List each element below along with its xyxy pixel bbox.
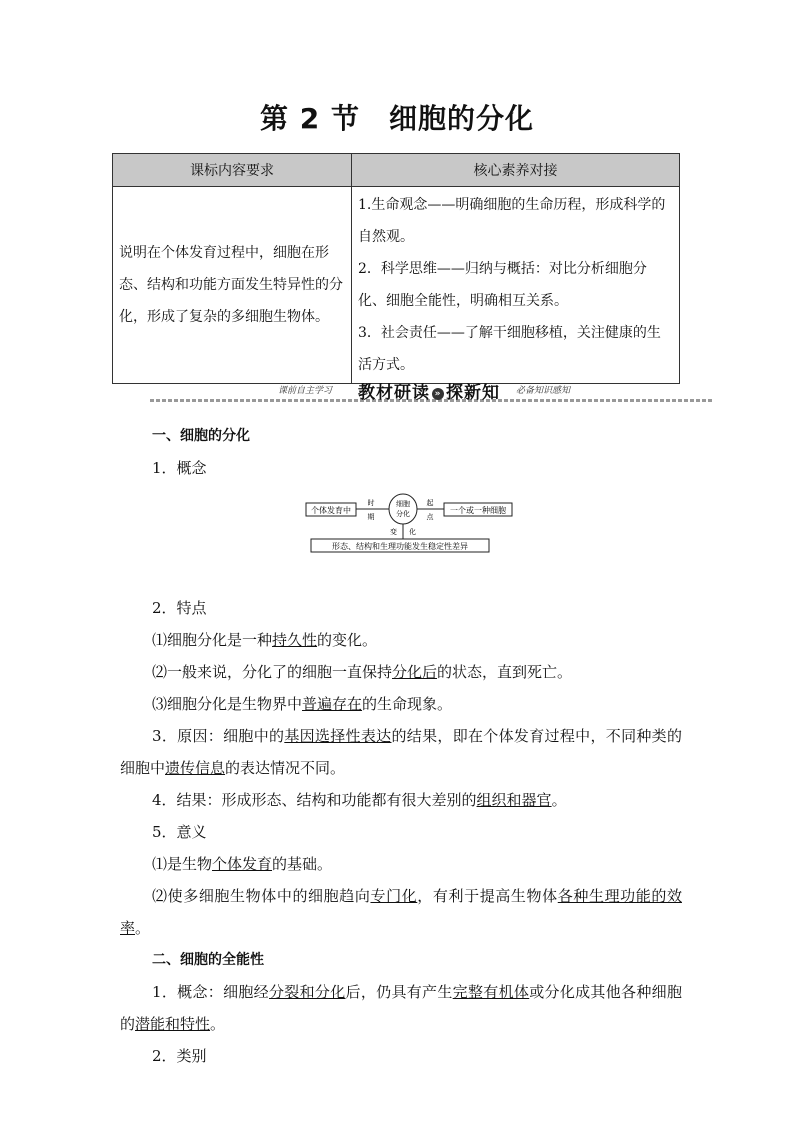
answer-blank: 持久性	[272, 631, 318, 649]
concept-diagram	[120, 484, 682, 592]
result-paragraph: 4．结果：形成形态、结构和功能都有很大差别的组织和器官。	[152, 791, 567, 809]
diagram-center-1: 细胞	[396, 500, 410, 508]
header-requirements: 课标内容要求	[113, 154, 352, 187]
banner-right-label: 必备知识感知	[516, 386, 571, 396]
meaning-label: 5．意义	[152, 823, 207, 841]
banner-left-label: 课前自主学习	[278, 386, 333, 396]
diagram-change-2: 化	[409, 528, 416, 536]
section-heading: 二、细胞的全能性	[152, 952, 264, 968]
literacy-list	[352, 187, 680, 384]
diagram-center-circle	[389, 494, 417, 524]
answer-blank: 专门化	[370, 887, 418, 905]
diagram-start-2: 点	[426, 513, 434, 521]
concept-label: 1．概念	[152, 459, 207, 477]
main-content	[120, 420, 682, 1072]
page-title: 第 2 节 细胞的分化	[260, 102, 534, 135]
answer-blank: 分化后	[392, 663, 438, 681]
literacy-item: 2．科学思维——归纳与概括：对比分析细胞分化、细胞全能性，明确相互关系。	[358, 261, 647, 309]
diagram-time-2: 期	[367, 513, 375, 521]
feature-item: ⑶细胞分化是生物界中普遍存在的生命现象。	[152, 695, 453, 713]
curriculum-table	[112, 153, 680, 384]
answer-blank: 完整有机体	[452, 983, 530, 1001]
answer-blank: 分裂和分化	[269, 983, 346, 1001]
feature-item: ⑵一般来说，分化了的细胞一直保持分化后的状态，直到死亡。	[152, 663, 573, 681]
answer-blank: 潜能和特性	[135, 1015, 211, 1033]
diagram-change-1: 变	[390, 528, 397, 536]
answer-blank: 各种生理功能的效率	[120, 887, 682, 937]
diagram-label-bottom: 形态、结构和生理功能发生稳定性差异	[332, 542, 468, 551]
answer-blank: 普遍存在	[302, 695, 363, 713]
meaning-item: ⑴是生物个体发育的基础。	[152, 855, 333, 873]
cause-paragraph: 3．原因：细胞中的基因选择性表达的结果，即在个体发育过程中，不同种类的细胞中遗传信息的表达情况不同。	[120, 727, 682, 777]
arrow-icon: »	[432, 388, 444, 400]
answer-blank: 基因选择性表达	[284, 727, 392, 745]
answer-blank: 遗传信息	[165, 759, 226, 777]
diagram-start-1: 起	[426, 499, 434, 507]
features-label: 2．特点	[152, 599, 207, 617]
banner-title: 教材研读 » 探新知	[358, 383, 500, 403]
meaning-item: ⑵使多细胞生物体中的细胞趋向专门化，有利于提高生物体各种生理功能的效率。	[120, 887, 682, 937]
literacy-item: 1.生命观念——明确细胞的生命历程，形成科学的自然观。	[358, 197, 666, 245]
literacy-item: 3．社会责任——了解干细胞移植，关注健康的生活方式。	[358, 325, 661, 373]
answer-blank: 个体发育	[212, 855, 273, 873]
requirement-text: 说明在个体发育过程中，细胞在形态、结构和功能方面发生特异性的分化，形成了复杂的多细胞生物体。	[113, 187, 352, 384]
header-core-literacy: 核心素养对接	[352, 154, 680, 187]
answer-blank: 组织和器官	[476, 791, 552, 809]
diagram-center-2: 分化	[396, 510, 410, 518]
section-banner	[150, 378, 714, 406]
totipotency-concept: 1．概念：细胞经分裂和分化后，仍具有产生完整有机体或分化成其他各种细胞的潜能和特性。	[120, 983, 682, 1033]
feature-item: ⑴细胞分化是一种持久性的变化。	[152, 631, 378, 649]
diagram-label-right: 一个或一种细胞	[450, 506, 506, 515]
diagram-time-1: 时	[367, 499, 375, 507]
section-heading: 一、细胞的分化	[152, 428, 250, 444]
category-label: 2．类别	[152, 1047, 207, 1065]
diagram-label-left: 个体发育中	[311, 506, 351, 515]
